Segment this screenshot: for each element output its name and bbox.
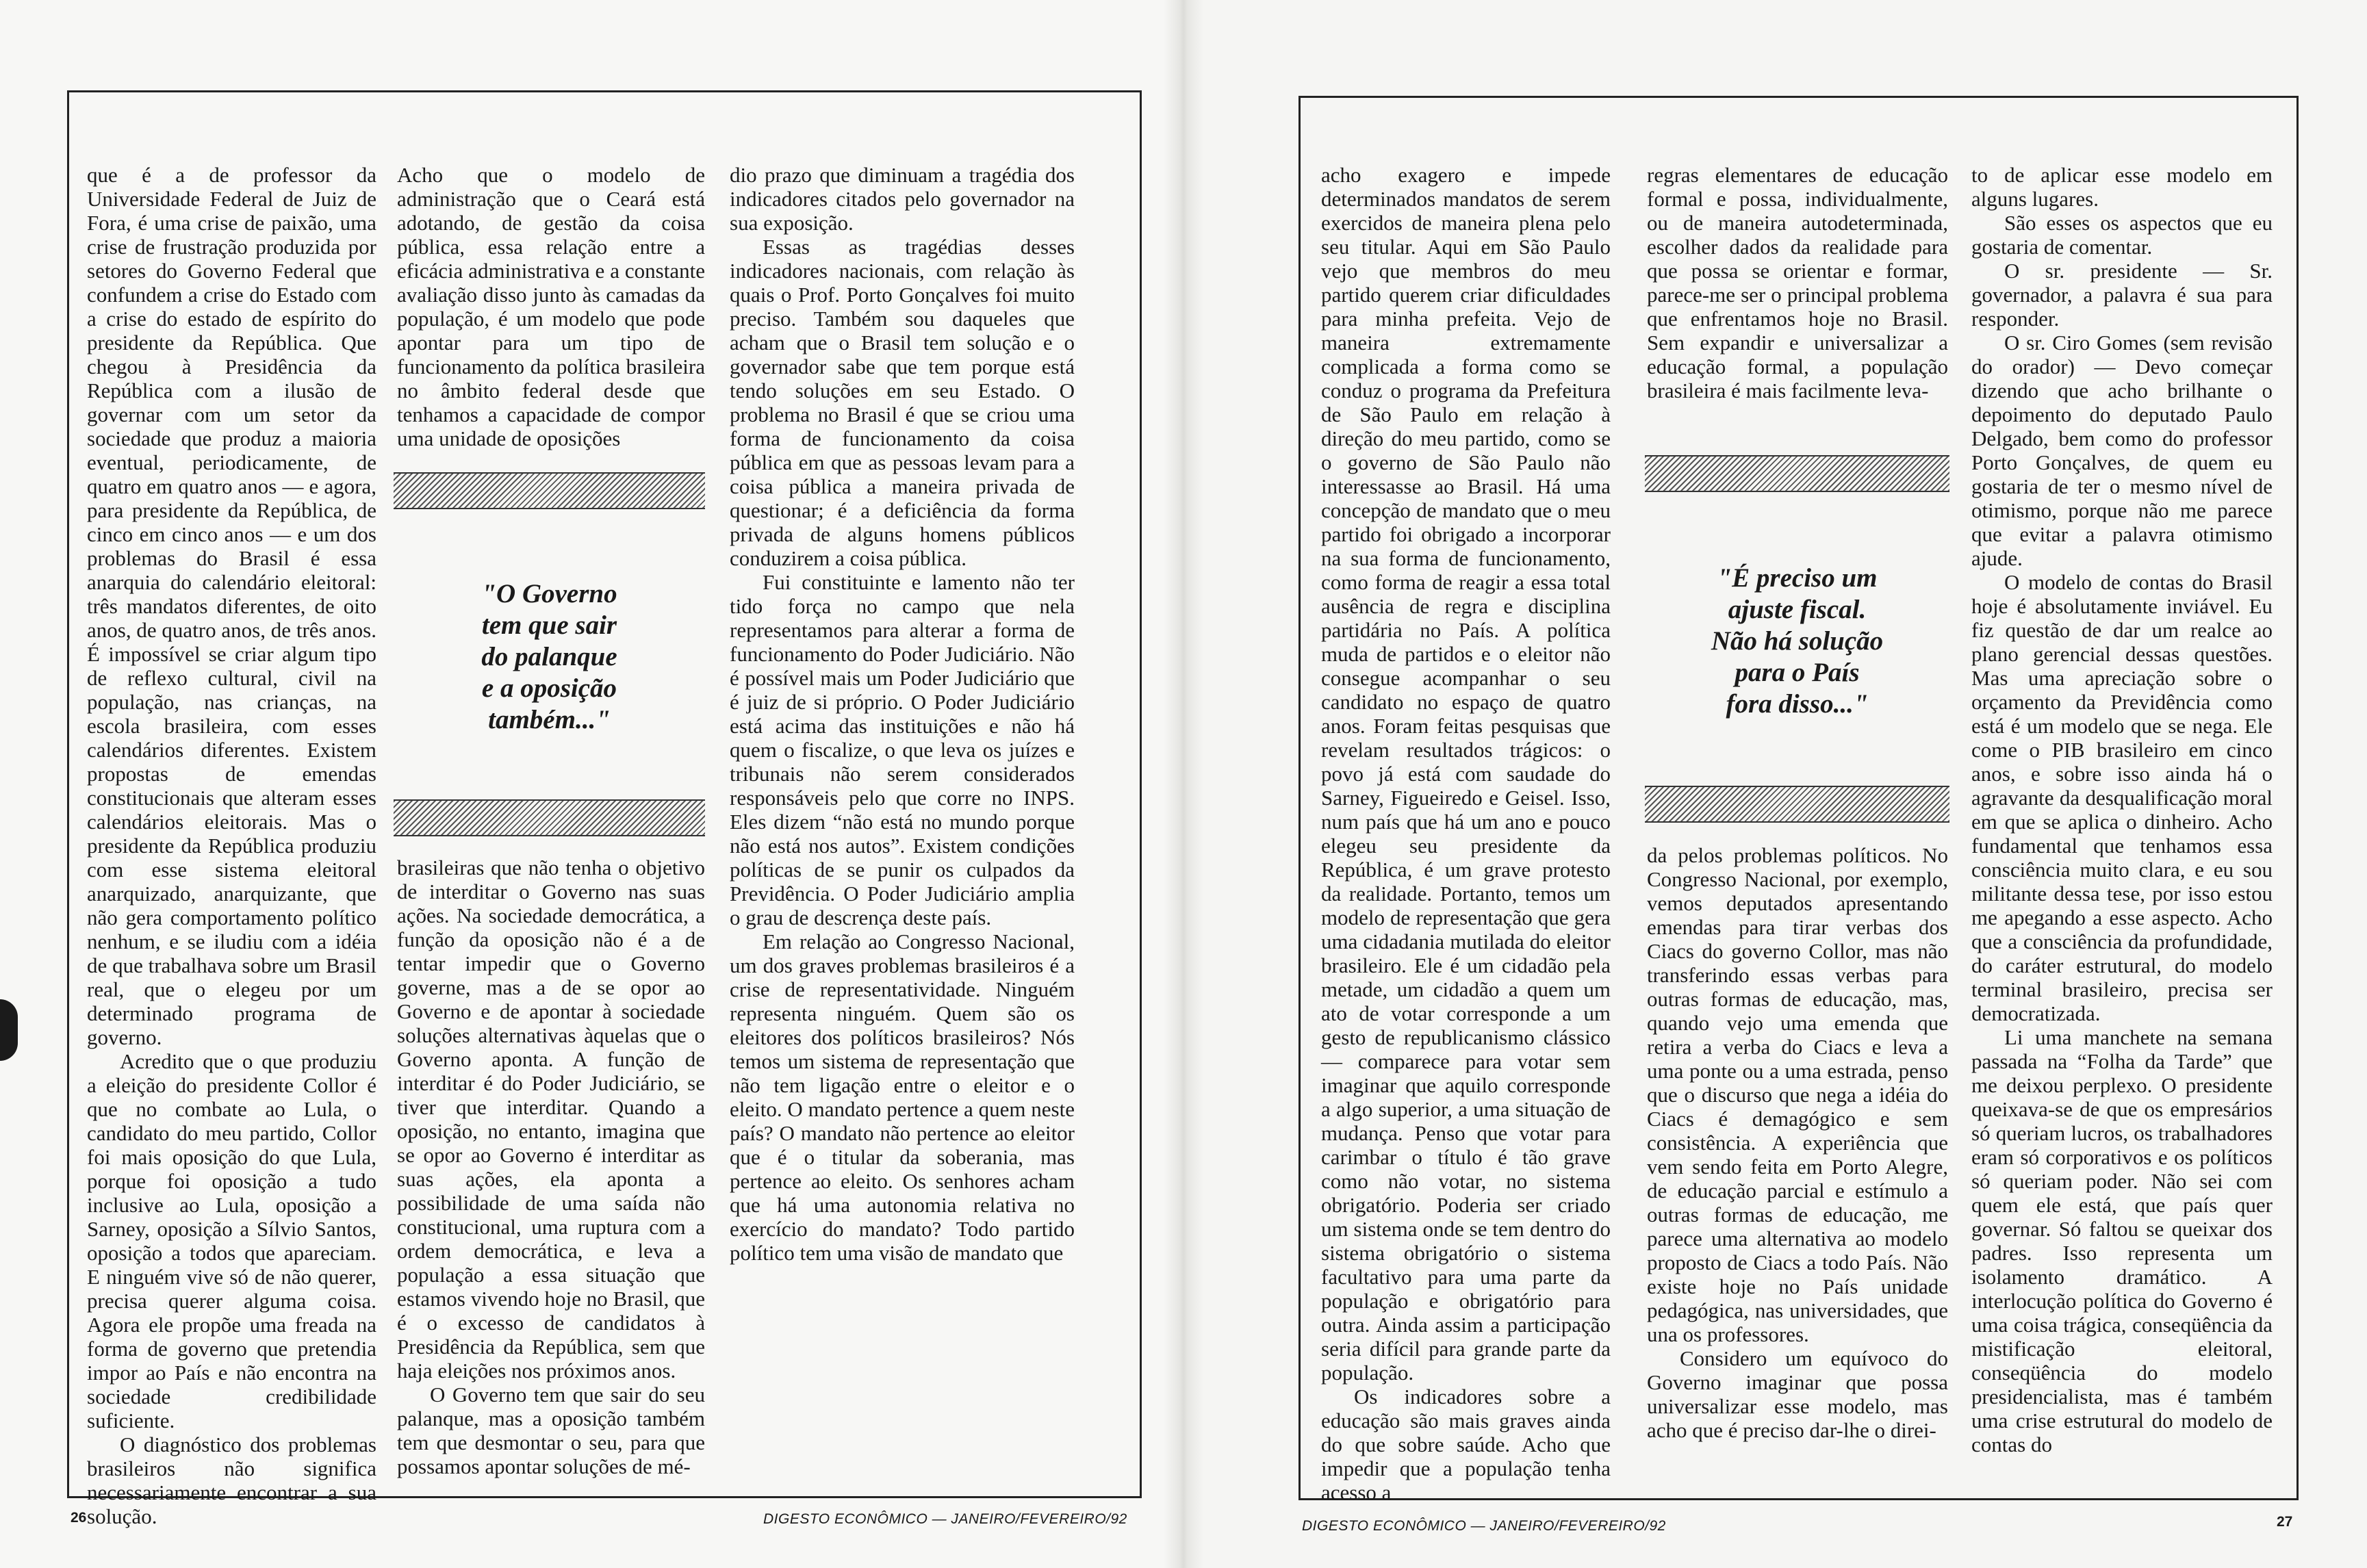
book-gutter [1164,0,1203,1568]
paragraph: O modelo de contas do Brasil hoje é absolutamente inviável. Eu fiz questão de dar um realce ao plano gerencial dessas questões. Mas uma apreciação sobre o orçamento da Previdência como está é um modelo que se nega. Ele come o PIB brasileiro em cinco anos, e sobre isso ainda há o agravante da desqualificação moral em que se aplica o dinheiro. Acho fundamental que tenhamos essa consciência muito clara, e eu sou militante dessa tese, por isso estou me apegando a esse aspecto. Acho que a consciência da profundidade, do caráter estrutural, do modelo terminal brasileiro, precisa ser democratizada. [1971,570,2273,1025]
paragraph: Os indicadores sobre a educação são mais graves ainda do que sobre saúde. Acho que impedir que a população tenha acesso a [1321,1385,1611,1504]
paragraph: acho exagero e impede determinados mandatos de serem exercidos de maneira plena pelo seu titular. Aqui em São Paulo vejo que membros do meu partido querem criar dificuldades para minha prefeita. Vejo de maneira extremamente complicada a forma como se conduz o programa da Prefeitura de São Paulo em relação à direção do meu partido, como se o governo de São Paulo não interessasse ao Brasil. Há uma concepção de mandato que o meu partido foi obrigado a incorporar na sua forma de funcionamento, como forma de reagir a essa total ausência de regra e disciplina partidária no País. A política muda de partidos e o eleitor não consegue acompanhar o seu candidato no espaço de quatro anos. Foram feitas pesquisas que revelam resultados trágicos: o povo já está com saudade do Sarney, Figueiredo e Geisel. Isso, num país que há um ano e pouco elegeu seu presidente da República, é um grave protesto da realidade. Portanto, temos um modelo de representação que gera uma cidadania mutilada do eleitor brasileiro. Ele é um cidadão pela metade, um cidadão a quem um ato de votar corresponde a um gesto de republicanismo clássico — comparece para votar sem imaginar que aquilo corresponde a algo superior, a uma situação de mudança. Penso que votar para carimbar o título é tão grave como não votar, no sistema obrigatório. Poderia ser criado um sistema onde se tem dentro do sistema obrigatório o sistema facultativo para uma parte da população e obrigatório para outra. Ainda assim a participação seria difícil para grande parte da população. [1321,163,1611,1385]
left-column-1 [87,163,376,1528]
paragraph: to de aplicar esse modelo em alguns lugares. [1971,163,2273,211]
paragraph: Considero um equívoco do Governo imaginar que possa universalizar esse modelo, mas acho que é preciso dar-lhe o direi- [1647,1346,1948,1442]
paragraph: brasileiras que não tenha o objetivo de interditar o Governo nas suas ações. Na sociedade democrática, a função da oposição não é a de tentar impedir que o Governo governe, mas a de se opor ao Governo e de apontar à sociedade soluções alternativas àquelas que o Governo aponta. A função de interditar é do Poder Judiciário, se tiver que interditar. Quando a oposição, no entanto, imagina que se opor ao Governo é interditar as suas ações, ela aponta a possibilidade de uma saída não constitucional, uma ruptura com a ordem democrática, e leva a população a essa situação que estamos vivendo hoje no Brasil, que é o excesso de candidatos à Presidência da República, sem que haja eleições nos próximos anos. [397,856,705,1383]
right-column-3 [1971,163,2273,1456]
paragraph: O diagnóstico dos problemas brasileiros não significa necessariamente encontrar a sua solução. [87,1432,376,1528]
paragraph: Em relação ao Congresso Nacional, um dos graves problemas brasileiros é a crise de representatividade. Ninguém representa ninguém. Quem são os eleitores dos políticos brasileiros? Nós temos um sistema de representação que não tem ligação entre o eleitor e o eleito. O mandato pertence a quem neste país? O mandato não pertence ao eleitor que é o titular da soberania, mas pertence ao eleito. Os senhores acham que há uma autonomia relativa no exercício do mandato? Todo partido político tem uma visão de mandato que [730,929,1075,1265]
left-column-2-top [397,163,705,450]
paragraph: O sr. Ciro Gomes (sem revisão do orador) — Devo começar dizendo que acho brilhante o depoimento do deputado Paulo Delgado, bem como do professor Porto Gonçalves, de quem eu gostaria de ter o mesmo nível de otimismo, porque não me parece que evitar a palavra otimismo ajude. [1971,331,2273,570]
paragraph: da pelos problemas políticos. No Congresso Nacional, por exemplo, vemos deputados apresentando emendas para tirar verbas dos Ciacs do governo Collor, mas não transferindo essas verbas para outras formas de educação, mas, quando vejo uma emenda que retira a verba do Ciacs e leva a uma ponte ou a uma estrada, penso que o discurso que nega a idéia do Ciacs é demagógico e sem consistência. A experiência que vem sendo feita em Porto Alegre, de educação parcial e estímulo a outras formas de educação, me parece uma alternativa ao modelo proposto de Ciacs a todo País. Não existe hoje no País unidade pedagógica, nas universidades, que una os professores. [1647,843,1948,1346]
left-column-3 [730,163,1075,1265]
decorative-rule [394,799,705,836]
paragraph: regras elementares de educação formal e possa, individualmente, ou de maneira autodeterminada, escolher dados da realidade para que possa se orientar e formar, parece-me ser o principal problema que enfrentamos hoje no Brasil. Sem expandir e universalizar a educação formal, a população brasileira é mais facilmente leva- [1647,163,1948,402]
decorative-rule [394,472,705,509]
paragraph: dio prazo que diminuam a tragédia dos indicadores citados pelo governador na sua exposição. [730,163,1075,235]
paragraph: São esses os aspectos que eu gostaria de comentar. [1971,211,2273,259]
paragraph: O sr. presidente — Sr. governador, a palavra é sua para responder. [1971,259,2273,331]
right-column-2-top [1647,163,1948,402]
paragraph: Fui constituinte e lamento não ter tido força no campo que nela representamos para alterar a forma de funcionamento do Poder Judiciário. Não é possível mais um Poder Judiciário que é juiz de si próprio. O Poder Judiciário está acima das instituições e não há quem o fiscalize, o que leva os juízes e tribunais não serem considerados responsáveis pelo que corre no INPS. Eles dizem “não está no mundo porque não está nos autos”. Existem condições políticas de se punir os culpados da Previdência. O Poder Judiciário amplia o grau de descrença deste país. [730,570,1075,929]
paragraph: Essas as tragédias desses indicadores nacionais, com relação às quais o Prof. Porto Gonçalves foi muito preciso. Também sou daqueles que acham que o Brasil tem solução e o governador sabe que tem porque está tendo soluções em seu Estado. O problema no Brasil é que se criou uma forma de funcionamento da coisa pública em que as pessoas levam para a coisa pública a maneira privada de questionar; é a deficiência da forma privada de alguns homens públicos conduzirem a coisa pública. [730,235,1075,570]
page-number: 26 [71,1510,87,1526]
left-column-2-bottom [397,856,705,1478]
right-column-1 [1321,163,1611,1504]
page-footer: DIGESTO ECONÔMICO — JANEIRO/FEVEREIRO/92 [763,1511,1127,1527]
paragraph: que é a de professor da Universidade Federal de Juiz de Fora, é uma crise de paixão, uma crise de frustração produzida por setores do Governo Federal que confundem a crise do Estado com a crise do estado de espírito do presidente da República. Que chegou à Presidência da República com a ilusão de governar com um setor da sociedade que produz a maioria eventual, periodicamente, de quatro em quatro anos — e agora, para presidente da República, de cinco em cinco anos — e um dos problemas do Brasil é essa anarquia do calendário eleitoral: três mandatos diferentes, de oito anos, de quatro anos, de três anos. É impossível se criar algum tipo de reflexo cultural, civil na população, nas crianças, na escola brasileira, com esses calendários diferentes. Existem propostas de emendas constitucionais que alteram esses calendários eleitorais. Mas o presidente da República produziu com esse sistema eleitoral anarquizado, anarquizante, que não gera comportamento político nenhum, e se iludiu com a idéia de que trabalhava sobre um Brasil real, que o elegeu por um determinado programa de governo. [87,163,376,1049]
paragraph: Li uma manchete na semana passada na “Folha da Tarde” que me deixou perplexo. O presidente queixava-se de que os empresários só queriam lucros, os trabalhadores eram só corporativos e os políticos só queriam poder. Não sei com quem ele está, que país quer governar. Só faltou se queixar dos padres. Isso representa um isolamento dramático. A interlocução política do Governo é uma coisa trágica, conseqüência da mistificação eleitoral, conseqüência do modelo presidencialista, mas é também uma crise estrutural do modelo de contas do [1971,1025,2273,1456]
paragraph: Acho que o modelo de administração que o Ceará está adotando, de gestão da coisa pública, essa relação entre a eficácia administrativa e a constante avaliação disso junto às camadas da população, é um modelo que pode apontar para um tipo de funcionamento da política brasileira no âmbito federal desde que tenhamos a capacidade de compor uma unidade de oposições [397,163,705,450]
pull-quote: "O Governo tem que sair do palanque e a oposição também..." [481,579,617,734]
pull-quote: "É preciso um ajuste fiscal. Não há solução para o País fora disso..." [1711,563,1884,719]
decorative-rule [1645,455,1949,492]
decorative-rule [1645,786,1949,823]
paragraph: O Governo tem que sair do seu palanque, mas a oposição também tem que desmontar o seu, para que possamos apontar soluções de mé- [397,1383,705,1478]
page-number: 27 [2277,1514,2293,1530]
page-footer: DIGESTO ECONÔMICO — JANEIRO/FEVEREIRO/92 [1302,1518,1666,1534]
paragraph: Acredito que o que produziu a eleição do presidente Collor é que no combate ao Lula, o candidato do meu partido, Collor foi mais oposição do que Lula, porque foi oposição a tudo inclusive ao Lula, oposição a Sarney, oposição a Sílvio Santos, oposição a todos que apareciam. E ninguém vive só de não querer, precisa querer alguma coisa. Agora ele propõe uma freada na forma de governo que pretendia impor ao País e não encontra na sociedade credibilidade suficiente. [87,1049,376,1432]
right-page [1203,0,2367,1568]
binding-tab [0,999,18,1061]
right-column-2-bottom [1647,843,1948,1442]
